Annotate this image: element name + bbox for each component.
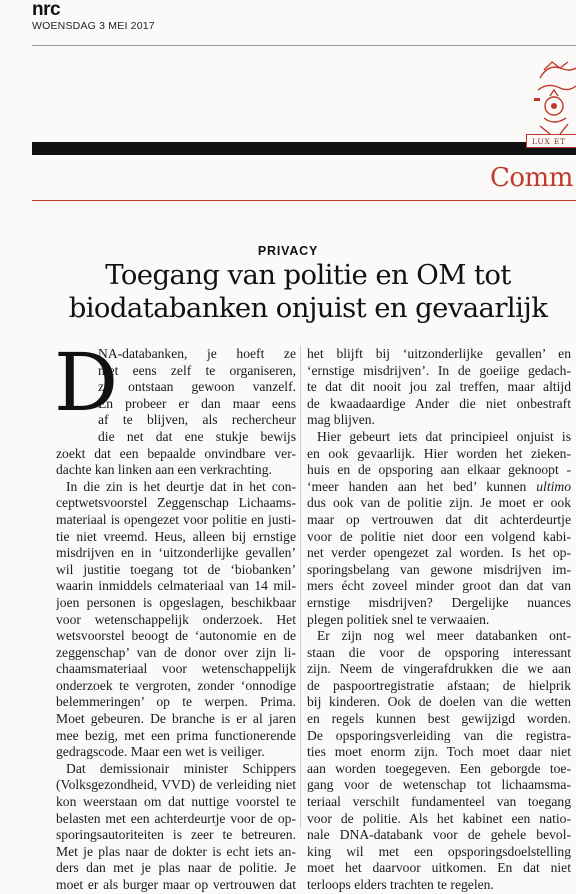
text-line: moet er als burger maar op vertrouwen dat: [56, 877, 296, 892]
text-line: ze ontstaan gewoon vanzelf.: [98, 379, 296, 395]
text-line: ‘meer handen aan het bed’ kunnen ultimo: [307, 478, 571, 494]
text-line: het blijft bij ‘uitzonderlijke gevallen’ en: [307, 346, 571, 361]
text-line: af te blijven, als rechercheur: [98, 412, 296, 428]
text-line: niet eens zelf te organiseren,: [98, 362, 296, 378]
crest-emblem-icon: [520, 48, 576, 148]
text-line: voor de politie. Als het kabinet een natio-: [307, 810, 571, 826]
dropcap-paragraph: [54, 336, 296, 446]
text-line: zijn. Neem de vingerafdrukken die we aan: [307, 661, 571, 677]
top-rule: [32, 45, 576, 46]
section-rule: [32, 200, 576, 201]
text-line: moet het daarvoor uitkomen. En dat niet: [307, 860, 571, 876]
text-line: ders dan met je plas naar de politie. Je: [56, 860, 296, 876]
text-line: NA-databanken, je hoeft ze: [98, 346, 296, 361]
text-line: nale DNA-databank voor de gehele bevol-: [307, 827, 571, 843]
text-line: Er zijn nog wel meer databanken ont-: [317, 628, 571, 644]
text-line: dachte kan linken aan een verkrachting.: [56, 462, 272, 478]
text-line: voor de politie niet door een volgend kabi-: [307, 528, 571, 544]
text-line: belasten met een achterdeurtje voor de op-: [56, 810, 296, 826]
text-line: maar op vertrouwen dat dit achterdeurtje: [307, 511, 571, 527]
text-line: wil justitie toegang tot de ‘biobanken’: [56, 561, 296, 577]
header-black-bar: [32, 142, 576, 155]
text-line: tie niet vreemd. Heus, alleen bij ernstige: [56, 528, 296, 544]
text-line: Hier gebeurt iets dat principieel onjuist is: [317, 428, 571, 444]
text-line: terloops elders trachten te regelen.: [307, 877, 494, 892]
article-headline: [40, 259, 576, 325]
text-line: gang voor de wetenschap tot lichaamsma-: [307, 777, 571, 793]
text-line: sporingsautoriteiten is zeer te betreuren.: [56, 827, 296, 843]
article-kicker: PRIVACY: [257, 244, 319, 258]
text-line: chaamsmateriaal voor wetenschappelijk: [56, 661, 296, 677]
text-line: misdrijven en in ‘uitzonderlijke gevallen’: [56, 545, 296, 561]
text-line: mag blijven.: [307, 412, 375, 428]
headline-line: biodatabanken onjuist en gevaarlijk: [68, 292, 548, 324]
text-line: ties moet enorm zijn. Toch moet daar niet: [307, 744, 571, 760]
column-divider: [300, 346, 301, 828]
text-line: En probeer er dan maar eens: [98, 395, 296, 411]
text-line: staan die voor de opsporing interessant: [307, 644, 571, 660]
text-line: net verder opengezet zal worden. Is het op-: [307, 545, 571, 561]
text-line: waarin inmiddels celmateriaal van 14 mil-: [56, 578, 296, 594]
text-line: bij kinderen. Ook de doelen van die wetten: [307, 694, 571, 710]
text-line: mee bezig, met een prima functionerende: [56, 727, 296, 743]
text-line: mers écht zoveel minder groot dan dat van: [307, 578, 571, 594]
text-line: die net dat ene stukje bewijs: [98, 428, 296, 444]
dropcap-letter: D: [54, 336, 119, 429]
masthead-date: WOENSDAG 3 MEI 2017: [32, 20, 155, 32]
text-line: ceptwetsvoorstel Zeggenschap Lichaams-: [56, 495, 296, 511]
text-line: en regels kunnen best gewijzigd worden.: [307, 711, 571, 727]
text-line: de kwaadaardige Ander die niet onbestraft: [307, 395, 571, 411]
text-line: dus ook van de politie zijn. Je moet er ook: [307, 495, 571, 511]
text-line: huis en de opsporing aan elkaar geknoopt -: [307, 462, 571, 478]
text-line: de paspoortregistratie afstaan; de hielprik: [307, 677, 571, 693]
text-line: zeggenschap’ van de donor over zijn li-: [56, 644, 296, 660]
text-line: kon weerstaan om dat nuttige voorstel te: [56, 794, 296, 810]
text-line: Met je plas naar de dokter is echt iets an-: [56, 843, 296, 859]
crest-motto-banner: LUX ET: [526, 134, 576, 148]
text-line: voor wetenschappelijk onderzoek. Het: [56, 611, 296, 627]
text-line: De opsporingsverleiding van die registra-: [307, 727, 571, 743]
text-line: Moet gebeuren. De branche is er al jaren: [56, 711, 296, 727]
text-line: Dat demissionair minister Schippers: [66, 760, 296, 776]
text-line: (Volksgezondheid, VVD) de verleiding niet: [56, 777, 296, 793]
article-column-left: [54, 336, 296, 894]
text-line: plegen politiek snel te verwaaien.: [307, 611, 490, 627]
text-line: king wil met een opsporingsdoelstelling: [307, 843, 571, 859]
text-line: te dat dit nooit jou zal treffen, maar altijd: [307, 379, 571, 395]
text-line: belemmeringen’ op te werpen. Prima.: [56, 694, 296, 710]
text-line: wetsvoorstel beoogt de ‘autonomie en de: [56, 628, 296, 644]
text-line: gedragscode. Maar een wet is veiliger.: [56, 744, 265, 760]
text-line: sporingsbelang van gewone misdrijven im-: [307, 561, 571, 577]
text-line: joen personen is opgeslagen, beschikbaar: [56, 594, 296, 610]
text-line: zoekt dat een bepaalde onvindbare ver-: [56, 445, 296, 461]
text-line: In die zin is het deurtje dat in het con-: [66, 478, 296, 494]
masthead-logo: nrc: [32, 0, 61, 20]
text-line: materiaal is opengezet voor politie en justi-: [56, 511, 296, 527]
text-line: teriaal verschilt fundamenteel van toegang: [307, 794, 571, 810]
article-column-right: [307, 346, 571, 894]
text-line: onderzoek te vergroten, zonder ‘onnodige: [56, 677, 296, 693]
text-line: ernstige misdrijven? Dergelijke nuances: [307, 594, 571, 610]
text-line: aan worden toegegeven. Een geborgde toe-: [307, 760, 571, 776]
text-line: ‘ernstige misdrijven’. In de goeiige gedach-: [307, 362, 571, 378]
section-title: Comm: [490, 163, 573, 193]
text-line: en ook gevaarlijk. Hier worden het zieken-: [307, 445, 571, 461]
headline-line: Toegang van politie en OM tot: [105, 259, 511, 291]
